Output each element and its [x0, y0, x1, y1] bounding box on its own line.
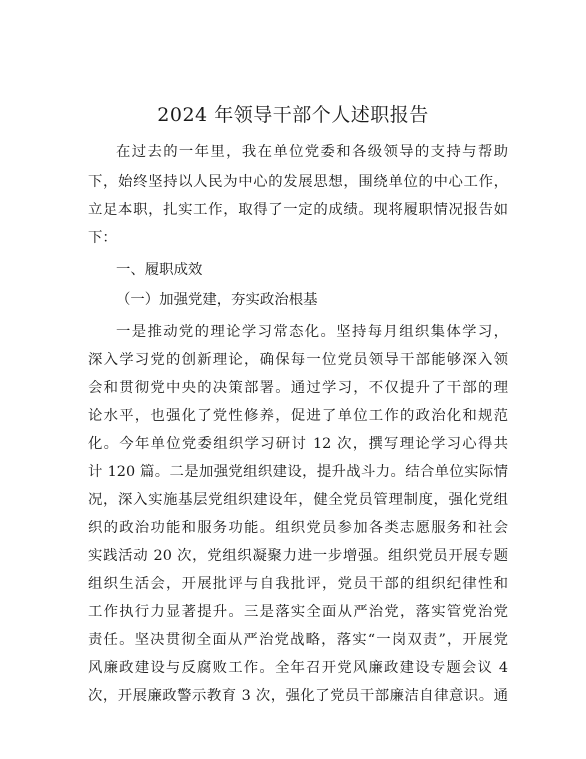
paragraph-line: 计 120 篇。二是加强党组织建设，提升战斗力。结合单位实际情 [88, 464, 508, 480]
paragraph-line: 实践活动 20 次，党组织凝聚力进一步增强。组织党员开展专题 [88, 548, 508, 564]
paragraph-line: 会和贯彻党中央的决策部署。通过学习，不仅提升了干部的理 [88, 380, 508, 396]
paragraph-line: 深入学习党的创新理论，确保每一位党员领导干部能够深入领 [88, 352, 508, 368]
paragraph-line: 论水平，也强化了党性修养，促进了单位工作的政治化和规范 [88, 408, 508, 424]
section-heading: 一、履职成效 [116, 262, 203, 278]
paragraph-line: 责任。坚决贯彻全面从严治党战略，落实“一岗双责”，开展党 [88, 632, 508, 648]
document-title: 2024 年领导干部个人述职报告 [157, 104, 429, 126]
subsection-heading: （一）加强党建，夯实政治根基 [116, 292, 318, 308]
paragraph-line: 况，深入实施基层党组织建设年，健全党员管理制度，强化党组 [88, 492, 508, 508]
paragraph-line: 下： [88, 230, 117, 246]
paragraph-line: 一是推动党的理论学习常态化。坚持每月组织集体学习， [116, 324, 508, 340]
paragraph-line: 织的政治功能和服务功能。组织党员参加各类志愿服务和社会 [88, 520, 508, 536]
paragraph-line: 风廉政建设与反腐败工作。全年召开党风廉政建设专题会议 4 [88, 660, 508, 676]
paragraph-line: 在过去的一年里，我在单位党委和各级领导的支持与帮助 [116, 144, 508, 160]
paragraph-line: 组织生活会，开展批评与自我批评，党员干部的组织纪律性和 [88, 576, 508, 592]
paragraph-line: 工作执行力显著提升。三是落实全面从严治党，落实管党治党 [88, 604, 508, 620]
paragraph-line: 下，始终坚持以人民为中心的发展思想，围绕单位的中心工作， [88, 174, 508, 190]
paragraph-line: 立足本职，扎实工作，取得了一定的成绩。现将履职情况报告如 [88, 202, 508, 218]
paragraph-line: 次，开展廉政警示教育 3 次，强化了党员干部廉洁自律意识。通 [88, 688, 508, 704]
paragraph-line: 化。今年单位党委组织学习研讨 12 次，撰写理论学习心得共 [88, 436, 508, 452]
